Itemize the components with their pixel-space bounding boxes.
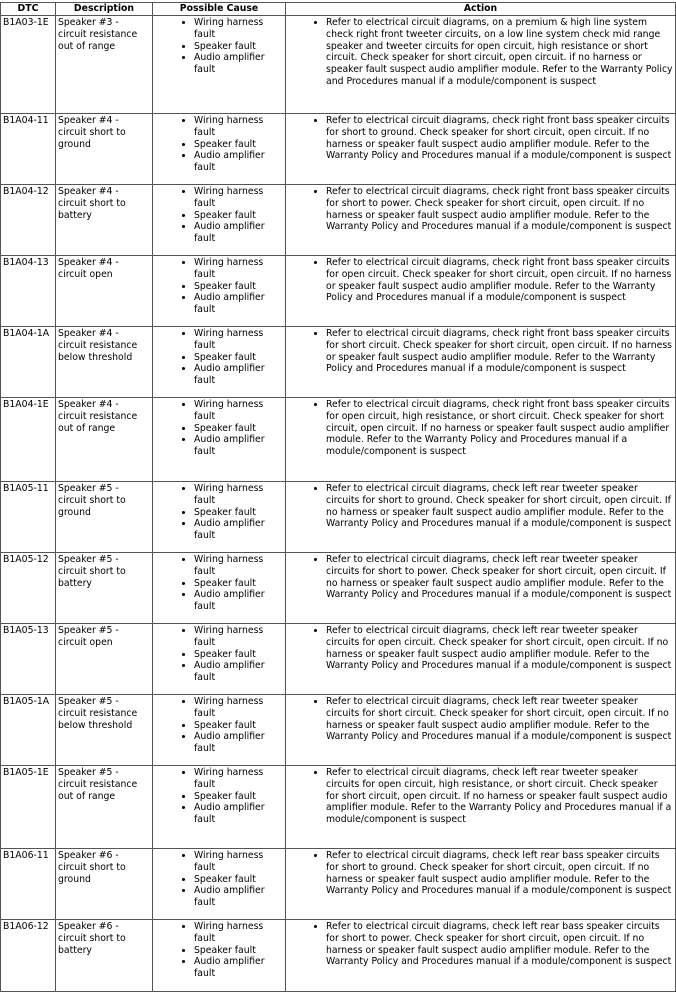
table-row: [1, 114, 676, 185]
action-list: [288, 186, 673, 233]
action-list: [288, 483, 673, 530]
table-body: [1, 16, 676, 992]
possible-cause-item: • Speaker fault: [194, 139, 283, 151]
possible-cause-cell: [153, 624, 286, 695]
dtc-description: Speaker #6 - circuit short to battery: [56, 920, 153, 992]
possible-cause-item: • Audio amplifier fault: [194, 52, 283, 76]
action-list: [288, 399, 673, 458]
possible-cause-item: • Speaker fault: [194, 423, 283, 435]
dtc-description: Speaker #5 - circuit resistance out of range: [56, 766, 153, 849]
possible-cause-list: [155, 186, 283, 245]
table-row: [1, 849, 676, 920]
possible-cause-list: [155, 399, 283, 458]
possible-cause-item: • Wiring harness fault: [194, 328, 283, 352]
possible-cause-item: • Wiring harness fault: [194, 186, 283, 210]
possible-cause-item: • Wiring harness fault: [194, 483, 283, 507]
header-description: Description: [56, 3, 153, 16]
table-row: [1, 766, 676, 849]
action-text: • Refer to electrical circuit diagrams, check left rear tweeter speaker circuits for short to ground. Check speaker for short circuit, open circuit. If no harness or speaker fault suspect audio amplifier module. Refer to the Warranty Policy and Procedures manual if a module/component is suspect: [326, 483, 673, 530]
dtc-table: [0, 2, 676, 992]
possible-cause-item: • Wiring harness fault: [194, 115, 283, 139]
dtc-description: Speaker #3 - circuit resistance out of range: [56, 16, 153, 114]
possible-cause-cell: [153, 327, 286, 398]
dtc-code: B1A05-13: [1, 624, 56, 695]
dtc-code: B1A05-1A: [1, 695, 56, 766]
header-possible-cause: Possible Cause: [153, 3, 286, 16]
action-list: [288, 850, 673, 897]
possible-cause-item: • Speaker fault: [194, 578, 283, 590]
possible-cause-item: • Audio amplifier fault: [194, 434, 283, 458]
dtc-code: B1A04-13: [1, 256, 56, 327]
possible-cause-item: • Wiring harness fault: [194, 399, 283, 423]
dtc-code: B1A04-12: [1, 185, 56, 256]
header-row: [1, 3, 676, 16]
possible-cause-cell: [153, 256, 286, 327]
possible-cause-item: • Wiring harness fault: [194, 921, 283, 945]
dtc-code: B1A04-11: [1, 114, 56, 185]
dtc-description: Speaker #5 - circuit open: [56, 624, 153, 695]
possible-cause-item: • Speaker fault: [194, 649, 283, 661]
possible-cause-item: • Audio amplifier fault: [194, 363, 283, 387]
possible-cause-item: • Audio amplifier fault: [194, 802, 283, 826]
dtc-code: B1A05-1E: [1, 766, 56, 849]
dtc-description: Speaker #4 - circuit open: [56, 256, 153, 327]
dtc-code: B1A06-11: [1, 849, 56, 920]
possible-cause-list: [155, 17, 283, 76]
action-text: • Refer to electrical circuit diagrams, check left rear tweeter speaker circuits for open circuit. Check speaker for short circuit, open circuit. If no harness or speaker fault suspect audio amplifier module. Refer to the Warranty Policy and Procedures manual if a module/component is suspect: [326, 625, 673, 672]
action-cell: [286, 766, 676, 849]
possible-cause-list: [155, 625, 283, 684]
table-row: [1, 398, 676, 482]
possible-cause-item: • Audio amplifier fault: [194, 292, 283, 316]
possible-cause-item: • Audio amplifier fault: [194, 956, 283, 980]
action-text: • Refer to electrical circuit diagrams, check right front bass speaker circuits for short to ground. Check speaker for short circuit, open circuit. If no harness or speaker fault suspect audio amplifier module. Refer to the Warranty Policy and Procedures manual if a module/component is suspect: [326, 115, 673, 162]
action-list: [288, 115, 673, 162]
dtc-code: B1A04-1E: [1, 398, 56, 482]
action-list: [288, 625, 673, 672]
dtc-code: B1A05-11: [1, 482, 56, 553]
action-cell: [286, 256, 676, 327]
dtc-description: Speaker #6 - circuit short to ground: [56, 849, 153, 920]
table-row: [1, 624, 676, 695]
possible-cause-list: [155, 921, 283, 980]
dtc-code: B1A04-1A: [1, 327, 56, 398]
action-cell: [286, 553, 676, 624]
action-text: • Refer to electrical circuit diagrams, check right front bass speaker circuits for open circuit, high resistance, or short circuit. Check speaker for short circuit, open circuit. If no harness or speaker fault suspect audio amplifier module. Refer to the Warranty Policy and Procedures manual if a module/component is suspect: [326, 399, 673, 458]
table-row: [1, 920, 676, 992]
action-text: • Refer to electrical circuit diagrams, on a premium & high line system check right front tweeter circuits, on a low line system check mid range speaker and tweeter circuits for open circuit, high resistance or short circuit. Check speaker for short circuit, open circuit. if no harness or speaker fault suspect audio amplifier module. Refer to the Warranty Policy and Procedures manual if a module/component is suspect: [326, 17, 673, 88]
header-dtc: DTC: [1, 3, 56, 16]
action-cell: [286, 185, 676, 256]
possible-cause-item: • Speaker fault: [194, 720, 283, 732]
action-text: • Refer to electrical circuit diagrams, check left rear tweeter speaker circuits for short to power. Check speaker for short circuit, open circuit. If no harness or speaker fault suspect audio amplifier module. Refer to the Warranty Policy and Procedures manual if a module/component is suspect: [326, 554, 673, 601]
possible-cause-item: • Audio amplifier fault: [194, 660, 283, 684]
possible-cause-cell: [153, 482, 286, 553]
possible-cause-item: • Wiring harness fault: [194, 554, 283, 578]
possible-cause-item: • Speaker fault: [194, 945, 283, 957]
dtc-description: Speaker #5 - circuit resistance below threshold: [56, 695, 153, 766]
action-text: • Refer to electrical circuit diagrams, check left rear bass speaker circuits for short to power. Check speaker for short circuit, open circuit. If no harness or speaker fault suspect audio amplifier module. Refer to the Warranty Policy and Procedures manual if a module/component is suspect: [326, 921, 673, 968]
action-cell: [286, 920, 676, 992]
dtc-description: Speaker #5 - circuit short to ground: [56, 482, 153, 553]
possible-cause-list: [155, 850, 283, 909]
action-cell: [286, 398, 676, 482]
possible-cause-list: [155, 328, 283, 387]
possible-cause-cell: [153, 553, 286, 624]
table-row: [1, 695, 676, 766]
dtc-code: B1A03-1E: [1, 16, 56, 114]
table-row: [1, 256, 676, 327]
possible-cause-cell: [153, 114, 286, 185]
dtc-description: Speaker #4 - circuit short to ground: [56, 114, 153, 185]
action-text: • Refer to electrical circuit diagrams, check right front bass speaker circuits for short circuit. Check speaker for short circuit, open circuit. If no harness or speaker fault suspect audio amplifier module. Refer to the Warranty Policy and Procedures manual if a module/component is suspect: [326, 328, 673, 375]
action-cell: [286, 849, 676, 920]
possible-cause-list: [155, 696, 283, 755]
possible-cause-item: • Speaker fault: [194, 791, 283, 803]
table-row: [1, 482, 676, 553]
possible-cause-list: [155, 257, 283, 316]
possible-cause-item: • Wiring harness fault: [194, 257, 283, 281]
action-cell: [286, 327, 676, 398]
action-list: [288, 257, 673, 304]
table-row: [1, 16, 676, 114]
action-text: • Refer to electrical circuit diagrams, check left rear bass speaker circuits for short to ground. Check speaker for short circuit, open circuit. If no harness or speaker fault suspect audio amplifier module. Refer to the Warranty Policy and Procedures manual if a module/component is suspect: [326, 850, 673, 897]
dtc-description: Speaker #4 - circuit resistance below threshold: [56, 327, 153, 398]
header-action: Action: [286, 3, 676, 16]
dtc-code: B1A05-12: [1, 553, 56, 624]
possible-cause-item: • Speaker fault: [194, 352, 283, 364]
possible-cause-list: [155, 767, 283, 826]
action-cell: [286, 695, 676, 766]
action-text: • Refer to electrical circuit diagrams, check right front bass speaker circuits for open circuit. Check speaker for short circuit, open circuit. If no harness or speaker fault suspect audio amplifier module. Refer to the Warranty Policy and Procedures manual if a module/component is suspect: [326, 257, 673, 304]
possible-cause-item: • Speaker fault: [194, 210, 283, 222]
action-list: [288, 328, 673, 375]
possible-cause-item: • Wiring harness fault: [194, 625, 283, 649]
action-list: [288, 554, 673, 601]
possible-cause-item: • Wiring harness fault: [194, 17, 283, 41]
dtc-code: B1A06-12: [1, 920, 56, 992]
possible-cause-item: • Audio amplifier fault: [194, 518, 283, 542]
possible-cause-cell: [153, 766, 286, 849]
dtc-description: Speaker #4 - circuit short to battery: [56, 185, 153, 256]
possible-cause-item: • Audio amplifier fault: [194, 221, 283, 245]
possible-cause-item: • Audio amplifier fault: [194, 150, 283, 174]
possible-cause-cell: [153, 849, 286, 920]
possible-cause-item: • Speaker fault: [194, 507, 283, 519]
action-list: [288, 767, 673, 826]
possible-cause-item: • Speaker fault: [194, 41, 283, 53]
possible-cause-item: • Wiring harness fault: [194, 696, 283, 720]
action-cell: [286, 16, 676, 114]
action-list: [288, 17, 673, 88]
table-row: [1, 553, 676, 624]
table-row: [1, 327, 676, 398]
possible-cause-item: • Wiring harness fault: [194, 767, 283, 791]
possible-cause-item: • Audio amplifier fault: [194, 731, 283, 755]
possible-cause-list: [155, 115, 283, 174]
action-list: [288, 921, 673, 968]
dtc-description: Speaker #4 - circuit resistance out of range: [56, 398, 153, 482]
possible-cause-cell: [153, 16, 286, 114]
possible-cause-cell: [153, 695, 286, 766]
possible-cause-item: • Wiring harness fault: [194, 850, 283, 874]
action-text: • Refer to electrical circuit diagrams, check left rear tweeter speaker circuits for short circuit. Check speaker for short circuit, open circuit. If no harness or speaker fault suspect audio amplifier module. Refer to the Warranty Policy and Procedures manual if a module/component is suspect: [326, 696, 673, 743]
possible-cause-item: • Speaker fault: [194, 281, 283, 293]
action-text: • Refer to electrical circuit diagrams, check right front bass speaker circuits for short to power. Check speaker for short circuit, open circuit. If no harness or speaker fault suspect audio amplifier module. Refer to the Warranty Policy and Procedures manual if a module/component is suspect: [326, 186, 673, 233]
possible-cause-cell: [153, 920, 286, 992]
dtc-description: Speaker #5 - circuit short to battery: [56, 553, 153, 624]
possible-cause-list: [155, 554, 283, 613]
possible-cause-item: • Audio amplifier fault: [194, 885, 283, 909]
action-cell: [286, 482, 676, 553]
possible-cause-list: [155, 483, 283, 542]
possible-cause-cell: [153, 185, 286, 256]
possible-cause-item: • Speaker fault: [194, 874, 283, 886]
action-list: [288, 696, 673, 743]
possible-cause-cell: [153, 398, 286, 482]
possible-cause-item: • Audio amplifier fault: [194, 589, 283, 613]
table-row: [1, 185, 676, 256]
action-cell: [286, 114, 676, 185]
action-text: • Refer to electrical circuit diagrams, check left rear tweeter speaker circuits for open circuit, high resistance, or short circuit. Check speaker for short circuit, open circuit. If no harness or speaker fault suspect audio amplifier module. Refer to the Warranty Policy and Procedures manual if a module/component is suspect: [326, 767, 673, 826]
action-cell: [286, 624, 676, 695]
